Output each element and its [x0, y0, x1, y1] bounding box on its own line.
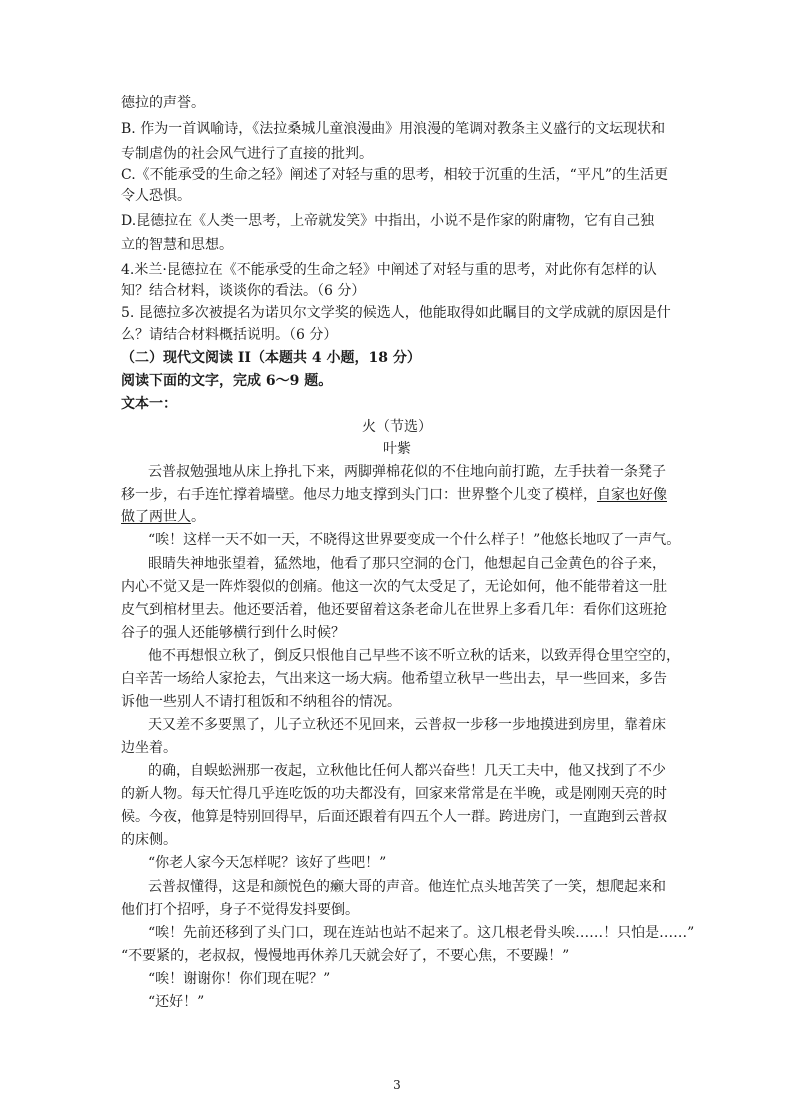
text-line: 么？请结合材料概括说明。（6 分） — [121, 327, 338, 343]
paragraph-line: 谷子的强人还能够横行到什么时候？ — [121, 625, 345, 641]
underlined-text: 自家也好像 — [597, 487, 667, 503]
paragraph-line: 诉他一些别人不请打租饭和不纳租谷的情况。 — [121, 694, 401, 710]
text-line: 知？结合材料，谈谈你的看法。（6 分） — [121, 283, 366, 299]
paragraph-line — [121, 508, 205, 526]
dialogue-line: “唉！先前还移到了头门口，现在连站也站不起来了。这几根老骨头唉……！只怕是……” — [148, 925, 695, 941]
paragraph-line: 天又差不多要黑了，儿子立秋还不见回来，云普叔一步移一步地摸进到房里，靠着床 — [148, 717, 666, 733]
paragraph-line — [121, 486, 667, 504]
passage-title: 火（节选） — [362, 419, 432, 435]
dialogue-line: “你老人家今天怎样呢？该好了些吧！” — [148, 855, 387, 871]
text-span: 移一步，右手连忙撑着墙壁。他尽力地支撑到头门口：世界整个儿变了模样， — [121, 487, 597, 503]
text-line: 专制虐伪的社会风气进行了直接的批判。 — [121, 146, 373, 162]
text-line: 立的智慧和思想。 — [121, 237, 233, 253]
dialogue-line: “唉！谢谢你！你们现在呢？” — [148, 971, 331, 987]
paragraph-line: 白辛苦一场给人家抢去，气出来这一场大病。他希望立秋早一些出去，早一些回来，多告 — [121, 671, 667, 687]
paragraph-line: 内心不觉又是一阵炸裂似的创痛。他这一次的气太受足了，无论如何，他不能带着这一肚 — [121, 579, 667, 595]
paragraph-line: 他不再想恨立秋了，倒反只恨他自己早些不该不听立秋的话来，以致弄得仓里空空的， — [148, 648, 680, 664]
paragraph-line: 的新人物。每天忙得几乎连吃饭的功夫都没有，回家来常常是在半晚，或是刚刚天亮的时 — [121, 786, 667, 802]
paragraph-line: 边坐着。 — [121, 740, 177, 756]
paragraph-line: 的床侧。 — [121, 832, 177, 848]
question-4-line: 4.米兰·昆德拉在《不能承受的生命之轻》中阐述了对轻与重的思考，对此你有怎样的认 — [121, 262, 657, 278]
text-span: 。 — [191, 509, 205, 525]
page-number: 3 — [393, 1078, 401, 1092]
dialogue-line: “还好！” — [148, 994, 205, 1010]
paragraph-line: 他们打个招呼，身子不觉得发抖要倒。 — [121, 902, 359, 918]
text-one-label: 文本一： — [121, 396, 177, 412]
text-line: 德拉的声誉。 — [121, 95, 205, 111]
question-5-line: 5. 昆德拉多次被提名为诺贝尔文学奖的候选人，他能取得如此瞩目的文学成就的原因是什 — [121, 305, 671, 321]
underlined-text: 做了两世人 — [121, 509, 191, 525]
option-b-line: B. 作为一首讽喻诗，《法拉桑城儿童浪漫曲》用浪漫的笔调对教条主义盛行的文坛现状和 — [121, 121, 666, 137]
section-heading: （二）现代文阅读 II（本题共 4 小题，18 分） — [121, 350, 421, 366]
paragraph-line: 皮气到棺材里去。他还要活着，他还要留着这条老命儿在世界上多看几年：看你们这班抢 — [121, 602, 667, 618]
paragraph-line: 云普叔懂得，这是和颜悦色的癞大哥的声音。他连忙点头地苦笑了一笑，想爬起来和 — [148, 879, 666, 895]
paragraph-line: 的确，自蜈蚣洲那一夜起，立秋他比任何人都兴奋些！几天工夫中，他又找到了不少 — [148, 763, 666, 779]
passage-author: 叶紫 — [383, 441, 411, 457]
paragraph-line: 云普叔勉强地从床上挣扎下来，两脚弹棉花似的不住地向前打跪，左手扶着一条凳子 — [148, 464, 666, 480]
paragraph-line: 眼睛失神地张望着，猛然地，他看了那只空洞的仓门，他想起自己金黄色的谷子来， — [148, 556, 666, 572]
paragraph-line: 候。今夜，他算是特别回得早，后面还跟着有四五个人一群。跨进房门，一直跑到云普叔 — [121, 809, 667, 825]
option-d-line: D.昆德拉在《人类一思考，上帝就发笑》中指出，小说不是作家的附庸物，它有自己独 — [121, 213, 655, 229]
text-line: 令人恐惧。 — [121, 188, 191, 204]
paragraph-line: “唉！这样一天不如一天，不晓得这世界要变成一个什么样子！”他悠长地叹了一声气。 — [148, 532, 681, 548]
dialogue-line: “不要紧的，老叔叔，慢慢地再休养几天就会好了，不要心焦，不要躁！” — [121, 948, 570, 964]
option-c-line: C.《不能承受的生命之轻》阐述了对轻与重的思考，相较于沉重的生活，“平凡”的生活更 — [121, 167, 668, 183]
instruction-line: 阅读下面的文字，完成 6～9 题。 — [121, 373, 333, 389]
